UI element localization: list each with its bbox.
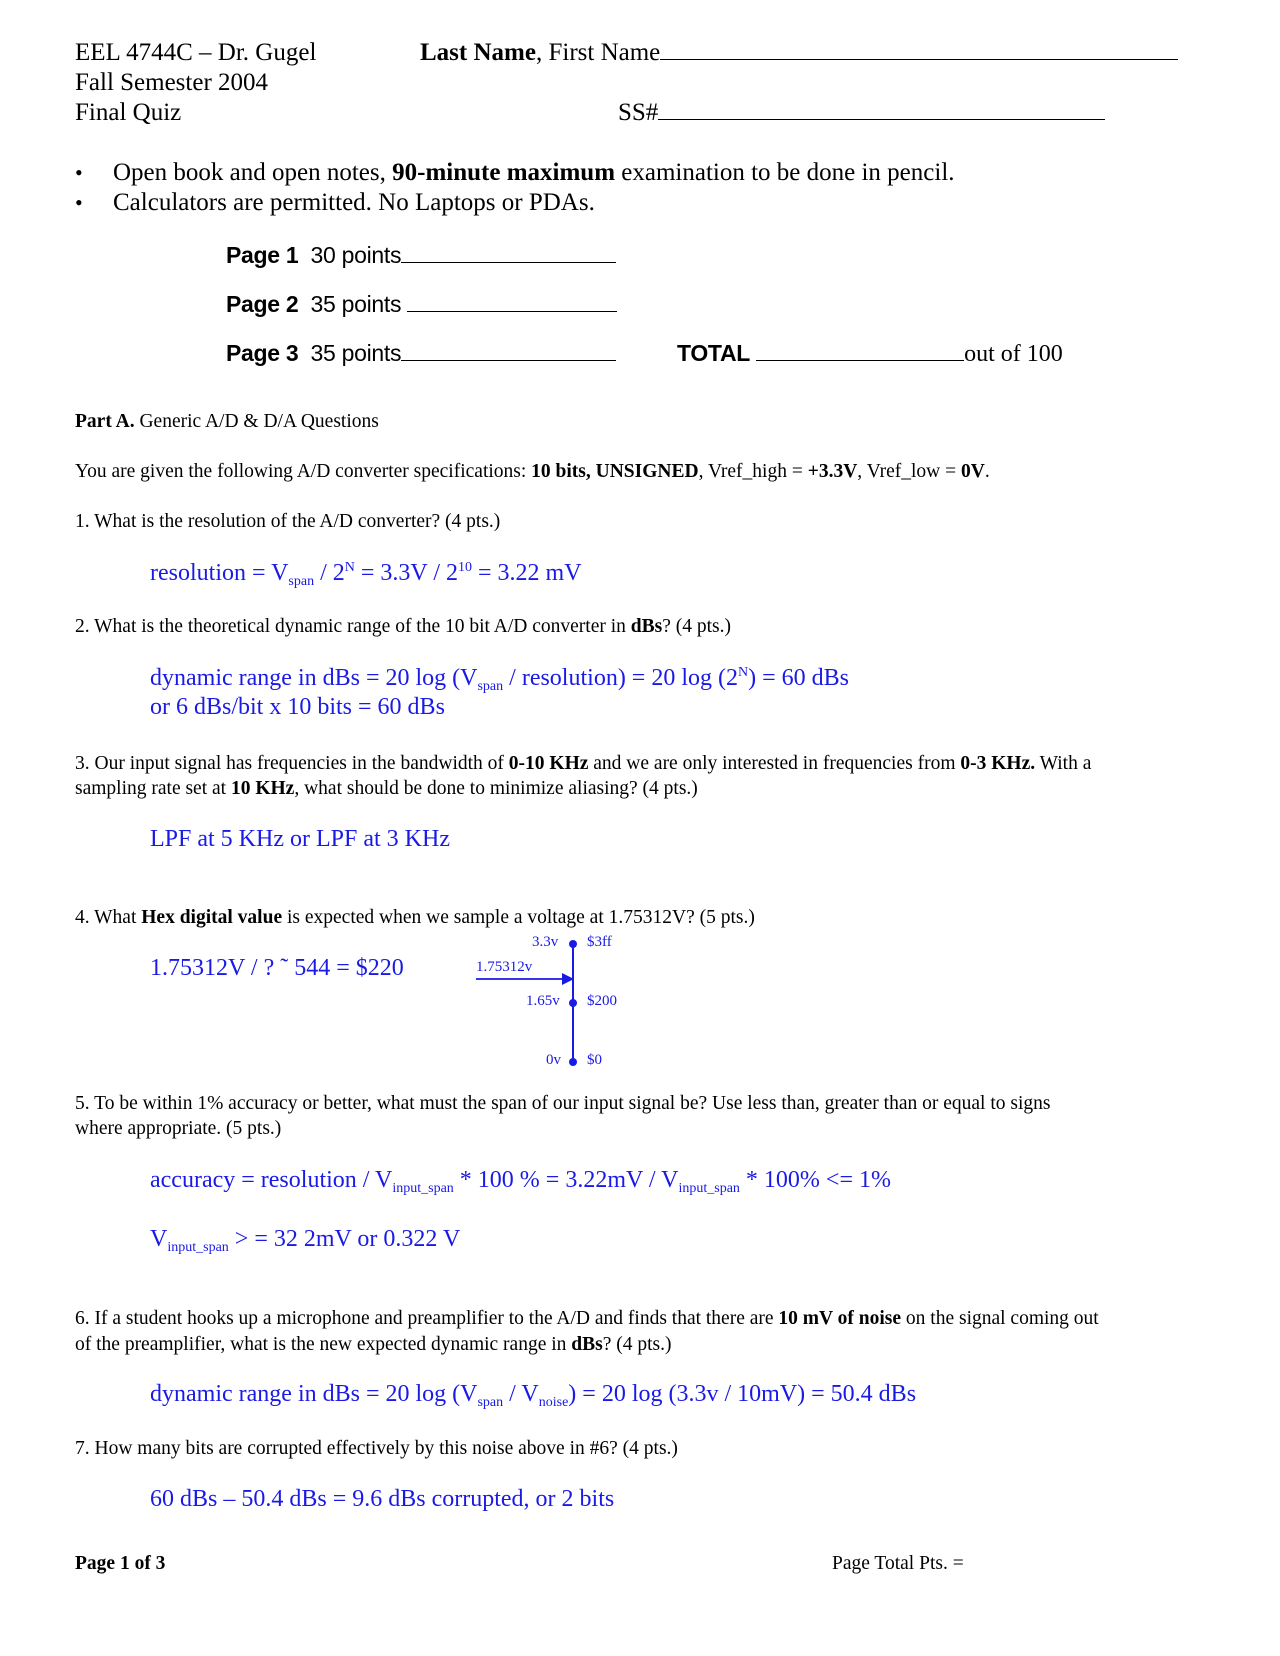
bottom-hex-label: $0 bbox=[587, 1052, 602, 1068]
mid-voltage-label: 1.65v bbox=[526, 993, 560, 1009]
bottom-point bbox=[569, 1058, 577, 1066]
semester: Fall Semester 2004 bbox=[75, 69, 269, 96]
top-voltage-label: 3.3v bbox=[532, 934, 559, 950]
question-3-line1: 3. Our input signal has frequencies in the bandwidth of 0-10 KHz and we are only interested in frequencies from 0-3 KHz. With a bbox=[75, 753, 1092, 774]
ss-field[interactable] bbox=[658, 99, 1105, 120]
name-field[interactable] bbox=[660, 39, 1178, 60]
score-row-page2: Page 2 35 points bbox=[226, 291, 617, 318]
total-field[interactable] bbox=[756, 340, 964, 361]
mid-point bbox=[569, 999, 577, 1007]
answer-2-line1: dynamic range in dBs = 20 $\log (V_{span}$ / resolution) = 20 $\log (2^N) = 60$ dBs bbox=[150, 665, 849, 694]
bullet-dot: • bbox=[75, 190, 83, 215]
score-field-page1[interactable] bbox=[401, 242, 616, 263]
answer-1: resolution = $V_{span} / 2^N = 3.3V / 2^{10} = 3.22$ mV bbox=[150, 560, 582, 589]
total-row: TOTAL out of 100 bbox=[677, 340, 1063, 367]
question-2: 2. What is the theoretical dynamic range of the 10 bit A/D converter in dBs? (4 pts.) bbox=[75, 616, 731, 637]
answer-7: 60 dBs – 50.4 dBs = 9.6 dBs corrupted, or 2 bits bbox=[150, 1486, 615, 1512]
question-3-line2: sampling rate set at 10 KHz, what should be done to minimize aliasing? (4 pts.) bbox=[75, 778, 698, 799]
question-4: 4. What Hex digital value is expected when we sample a voltage at 1.75312V? (5 pts.) bbox=[75, 907, 755, 928]
answer-3: LPF at 5 KHz or LPF at 3 KHz bbox=[150, 826, 450, 852]
instruction-1: Open book and open notes, 90-minute maximum examination to be done in pencil. bbox=[113, 159, 955, 186]
page-number: Page 1 of 3 bbox=[75, 1553, 166, 1574]
specifications: You are given the following A/D converter specifications: 10 bits, UNSIGNED, Vref_high = +3.3V, Vref_low = 0V. bbox=[75, 461, 990, 482]
question-6-line1: 6. If a student hooks up a microphone and preamplifier to the A/D and finds that there are 10 mV of noise on the signal coming out bbox=[75, 1308, 1099, 1329]
answer-5-line2: $V_{input\_span}$ > = 32 2mV or 0.322 V bbox=[150, 1226, 461, 1255]
instruction-2: Calculators are permitted. No Laptops or PDAs. bbox=[113, 189, 595, 216]
answer-2-line2: or 6 dBs/bit x 10 bits = 60 dBs bbox=[150, 694, 445, 720]
question-1: 1. What is the resolution of the A/D converter? (4 pts.) bbox=[75, 511, 501, 532]
question-5-line2: where appropriate. (5 pts.) bbox=[75, 1118, 282, 1139]
name-field-label: Last Name, First Name bbox=[420, 38, 1178, 68]
top-point bbox=[569, 940, 577, 948]
top-hex-label: $3ff bbox=[587, 934, 612, 950]
answer-5-line1: accuracy = resolution / $V_{input\_span} * 100$ % = $3.22mV / V_{input\_span} * 100\% <= 1\%$ bbox=[150, 1167, 891, 1196]
score-row-page1: Page 1 30 points bbox=[226, 242, 616, 269]
mid-hex-label: $200 bbox=[587, 993, 617, 1009]
question-6-line2: of the preamplifier, what is the new expected dynamic range in dBs? (4 pts.) bbox=[75, 1334, 672, 1355]
voltage-scale-diagram bbox=[470, 930, 670, 1080]
score-field-page3[interactable] bbox=[401, 340, 616, 361]
answer-4: 1.75312V / ? ˜ 544 = $220 bbox=[150, 955, 404, 981]
page-total: Page Total Pts. = bbox=[832, 1553, 964, 1574]
score-field-page2[interactable] bbox=[407, 291, 617, 312]
sample-voltage-label: 1.75312v bbox=[476, 959, 533, 975]
bullet-dot: • bbox=[75, 160, 83, 185]
course-title: EEL 4744C – Dr. Gugel bbox=[75, 39, 317, 66]
exam-name: Final Quiz bbox=[75, 99, 182, 126]
part-a-title: Part A. Generic A/D & D/A Questions bbox=[75, 411, 379, 432]
bottom-voltage-label: 0v bbox=[546, 1052, 561, 1068]
ss-field-label: SS# bbox=[618, 98, 1105, 128]
question-5-line1: 5. To be within 1% accuracy or better, what must the span of our input signal be? Use less than, greater than or equal to signs bbox=[75, 1093, 1051, 1114]
question-7: 7. How many bits are corrupted effectively by this noise above in #6? (4 pts.) bbox=[75, 1438, 678, 1459]
answer-6: dynamic range in dBs = 20 $\log (V_{span} / V_{noise}) = 20$ log (3.3v / 10mV) = 50.4 dBs bbox=[150, 1381, 917, 1410]
score-row-page3: Page 3 35 points bbox=[226, 340, 616, 367]
